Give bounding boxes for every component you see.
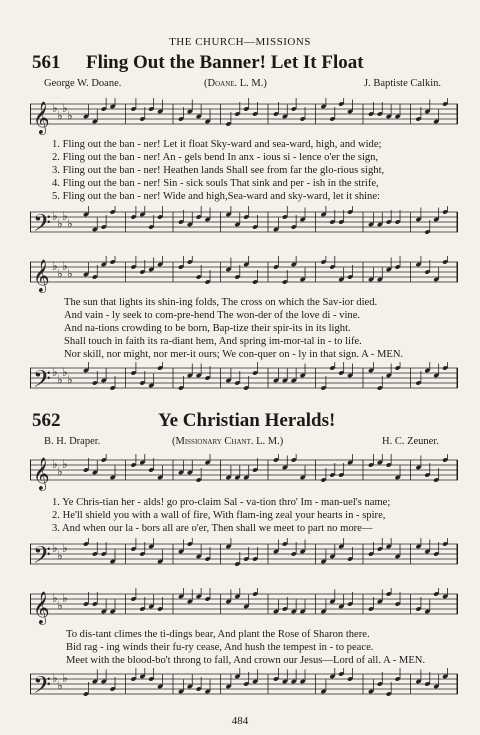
svg-text:♭: ♭: [52, 591, 58, 605]
music-staff: [30, 206, 458, 246]
hymn-number: 561: [32, 52, 61, 73]
hymn-tune: (Missionary Chant. L. M.): [172, 436, 284, 447]
svg-text:𝄞: 𝄞: [33, 591, 50, 624]
svg-text:♭: ♭: [52, 101, 58, 115]
svg-text:♭: ♭: [67, 372, 73, 387]
svg-text:♭: ♭: [57, 464, 63, 479]
lyric-line: Nor skill, nor might, nor mer-it ours; We con-quer on - ly in that sign. A - MEN.: [64, 349, 404, 360]
music-staff: [30, 454, 458, 494]
music-staff: [30, 668, 458, 708]
svg-text:𝄢: 𝄢: [33, 365, 52, 398]
music-staff: [30, 538, 458, 578]
hymn-author: B. H. Draper.: [44, 436, 101, 447]
svg-text:♭: ♭: [52, 541, 58, 555]
svg-text:♭: ♭: [57, 598, 63, 613]
section-header: THE CHURCH—MISSIONS: [169, 36, 311, 48]
lyric-line: 2. Fling out the ban - ner! An - gels bend In anx - ious si - lence o'er the sign,: [52, 152, 379, 163]
svg-text:𝄢: 𝄢: [33, 671, 52, 704]
svg-text:♭: ♭: [62, 457, 68, 471]
svg-text:𝄞: 𝄞: [33, 259, 50, 292]
lyric-line: And vain - ly seek to com-pre-hend The won-der of the love di - vine.: [64, 310, 361, 321]
lyric-line: 3. And when our la - bors all are o'er, Then shall we meet to part no more—: [52, 523, 373, 534]
lyric-line: 4. Fling out the ban - ner! Sin - sick souls That sink and per - ish in the strife,: [52, 178, 379, 189]
svg-text:♭: ♭: [52, 209, 58, 223]
svg-text:♭: ♭: [57, 372, 63, 387]
svg-text:𝄢: 𝄢: [33, 541, 52, 574]
music-staff: [30, 588, 458, 628]
svg-text:♭: ♭: [57, 108, 63, 123]
lyric-line: The sun that lights its shin-ing folds, The cross on which the Sav-ior died.: [64, 297, 378, 308]
lyric-line: To dis-tant climes the ti-dings bear, And plant the Rose of Sharon there.: [66, 629, 370, 640]
svg-text:𝄢: 𝄢: [33, 209, 52, 242]
lyric-line: Bid rag - ing winds their fu-ry cease, And hush the tempest in - to peace.: [66, 642, 374, 653]
svg-text:♭: ♭: [62, 671, 68, 685]
svg-text:♭: ♭: [52, 457, 58, 471]
hymn-number: 562: [32, 410, 61, 431]
svg-text:♭: ♭: [62, 591, 68, 605]
hymn-composer: H. C. Zeuner.: [382, 436, 439, 447]
svg-text:♭: ♭: [62, 209, 68, 223]
hymn-tune: (Doane. L. M.): [204, 78, 267, 89]
lyric-line: 1. Fling out the ban - ner! Let it float Sky-ward and sea-ward, high, and wide;: [52, 139, 382, 150]
lyric-line: 2. He'll shield you with a wall of fire, With flam-ing zeal your hearts in - spire,: [52, 510, 386, 521]
page-number: 484: [231, 715, 249, 727]
lyric-line: 1. Ye Chris-tian her - alds! go pro-claim Sal - va-tion thro' Im - man-uel's name;: [52, 497, 391, 508]
svg-text:♭: ♭: [57, 216, 63, 231]
svg-text:♭: ♭: [62, 541, 68, 555]
music-staff: [30, 98, 458, 138]
lyric-line: Shall touch in faith its ra-diant hem, And spring im-mor-tal in - to life.: [64, 336, 362, 347]
svg-text:♭: ♭: [57, 548, 63, 563]
svg-text:♭: ♭: [62, 101, 68, 115]
svg-text:𝄞: 𝄞: [33, 101, 50, 134]
lyric-line: And na-tions crowding to be born, Bap-tize their spir-its in its light.: [64, 323, 351, 334]
lyric-line: 5. Fling out the ban - ner! Wide and high,Sea-ward and sky-ward, let it shine:: [52, 191, 381, 202]
svg-text:♭: ♭: [57, 678, 63, 693]
music-staff: [30, 362, 458, 402]
svg-text:♭: ♭: [62, 365, 68, 379]
svg-text:♭: ♭: [57, 266, 63, 281]
svg-text:♭: ♭: [67, 216, 73, 231]
lyric-line: Meet with the blood-bo't throng to fall, And crown our Jesus—Lord of all. A - MEN.: [66, 655, 426, 666]
hymn-title: Fling Out the Banner! Let It Float: [86, 52, 364, 73]
music-staff: [30, 256, 458, 296]
svg-text:♭: ♭: [52, 671, 58, 685]
hymn-author: George W. Doane.: [44, 78, 122, 89]
hymn-composer: J. Baptiste Calkin.: [364, 78, 441, 89]
svg-text:♭: ♭: [67, 108, 73, 123]
svg-text:♭: ♭: [62, 259, 68, 273]
svg-text:♭: ♭: [52, 365, 58, 379]
svg-text:♭: ♭: [52, 259, 58, 273]
lyric-line: 3. Fling out the ban - ner! Heathen lands Shall see from far the glo-rious sight,: [52, 165, 385, 176]
svg-text:𝄞: 𝄞: [33, 457, 50, 490]
hymn-title: Ye Christian Heralds!: [158, 410, 336, 431]
svg-text:♭: ♭: [67, 266, 73, 281]
